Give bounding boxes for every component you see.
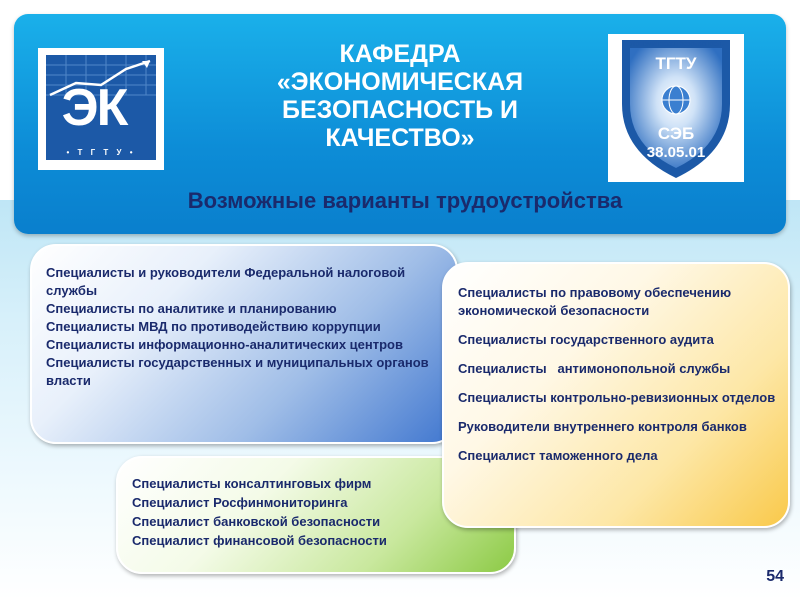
title-line: КАЧЕСТВО» xyxy=(325,124,475,152)
list-item: Специалист финансовой безопасности xyxy=(132,533,387,548)
list-item: Специалист таможенного дела xyxy=(458,448,658,463)
logo-ek-caption: • Т Г Т У • xyxy=(66,148,136,157)
list-item: Специалисты МВД по противодействию коррупции xyxy=(46,319,381,334)
list-item: Специалисты информационно-аналитических центров xyxy=(46,337,403,352)
page-subtitle: Возможные варианты трудоустройства xyxy=(187,188,623,213)
career-box-government xyxy=(30,244,458,444)
career-list xyxy=(458,284,778,476)
specialty-emblem xyxy=(608,34,744,182)
emblem-code: 38.05.01 xyxy=(646,144,706,161)
emblem-top-text: экономическая безопасность xyxy=(628,41,724,48)
list-item: Специалисты консалтинговых фирм xyxy=(132,476,372,491)
list-item: Специалисты государственных и муниципальных органов власти xyxy=(46,355,429,388)
page-title xyxy=(200,40,600,152)
page-number: 54 xyxy=(766,568,784,585)
title-line: «ЭКОНОМИЧЕСКАЯ xyxy=(276,68,524,96)
list-item: Специалисты и руководители Федеральной налоговой службы xyxy=(46,265,406,298)
list-item: Руководители внутреннего контроля банков xyxy=(458,419,747,434)
list-item: Специалисты по правовому обеспечению экономической безопасности xyxy=(458,285,732,318)
career-list xyxy=(46,264,446,390)
career-box-control xyxy=(442,262,790,528)
department-logo xyxy=(38,48,164,170)
list-item: Специалисты государственного аудита xyxy=(458,332,714,347)
title-line: КАФЕДРА xyxy=(339,40,461,68)
list-item: Специалисты по аналитике и планированию xyxy=(46,301,337,316)
emblem-university: ТГТУ xyxy=(655,54,697,73)
list-item: Специалисты антимонопольной службы xyxy=(458,361,731,376)
list-item: Специалист Росфинмониторинга xyxy=(132,495,348,510)
emblem-abbr: СЭБ xyxy=(657,124,695,143)
list-item: Специалист банковской безопасности xyxy=(132,514,381,529)
list-item: Специалисты контрольно-ревизионных отделов xyxy=(458,390,776,405)
title-line: БЕЗОПАСНОСТЬ И xyxy=(282,96,518,124)
logo-ek-letters: ЭК xyxy=(61,79,127,137)
